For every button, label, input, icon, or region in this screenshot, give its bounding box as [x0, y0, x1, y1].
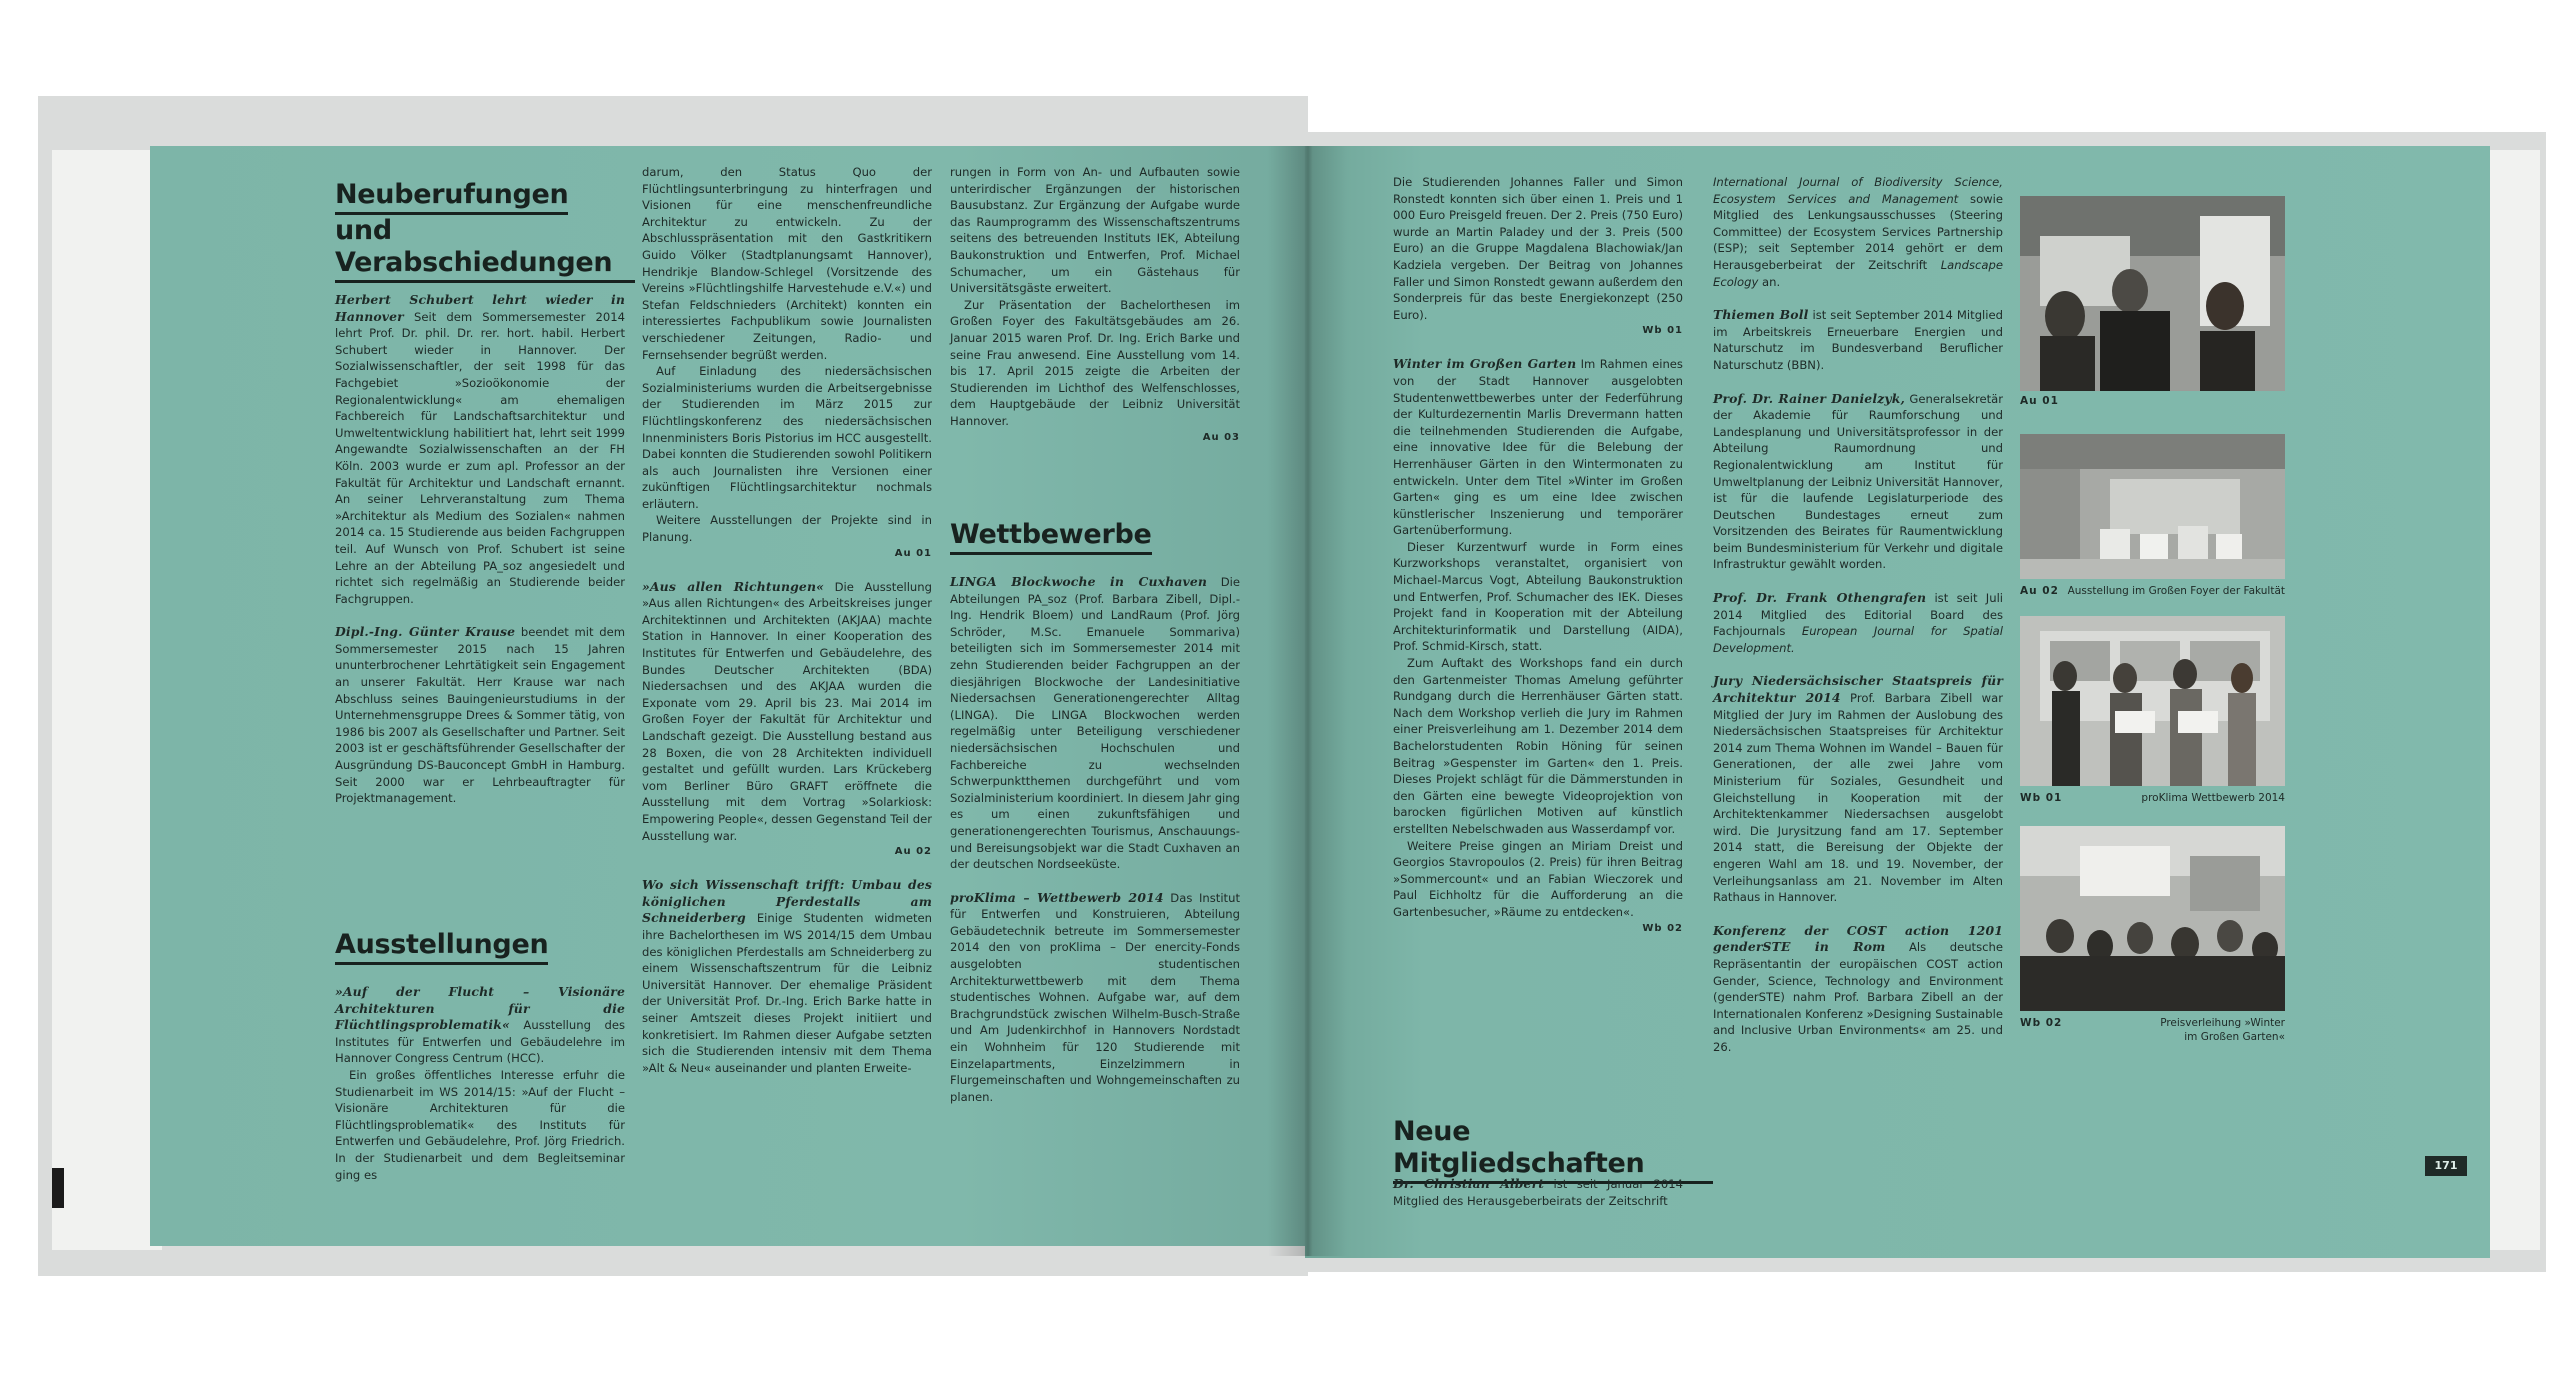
article-othengrafen-text: ist seit Juli 2014 Mitglied des Editorial Board des Fachjournals	[1713, 591, 2004, 639]
sig-au03: Au 03	[1202, 431, 1240, 443]
article-jury-text: Prof. Barbara Zibell war Mitglied der Jury im Rahmen der Auslobung des Niedersächsischen Staatspreises für Architektur 2014 zum Thema Wohnen im Wandel – Bauen für Generationen, der alle zwei Jahre vom Ministerium für Soziales, Gesundheit und Gleichstellung in Kooperation mit der Architektenkammer Niedersachsen ausgelobt wird. Die Jurysitzung fand am 17. September 2014 statt, die Bereisung der Objekte der engeren Wahl am 18. und 19. November, der Verleihungsanlass am 21. November im Alten Rathaus in Hannover.	[1713, 691, 2003, 905]
caption-wb02-code: Wb 02	[2020, 1017, 2063, 1029]
book-spine	[1268, 146, 1348, 1256]
article-winter-text: Im Rahmen eines von der Stadt Hannover ausgelobten Studentenwettbewerbes unter der Federführung der Kulturdezernentin Marlis Drevermann hatten die teilnehmenden Studierenden die Aufgabe, eine innovative Idee für die Belebung der Herrenhäuser Gärten in den Wintermonaten zu entwickeln. Unter dem Titel »Winter im Großen Garten« ging es um eine Idee zwischen künstlerischer Inszenierung und temporärer Gartenüberformung.	[1393, 357, 1683, 538]
page-stack-left	[52, 150, 162, 1250]
article-othengrafen	[1713, 590, 2003, 656]
article-boll	[1713, 307, 2003, 373]
heading-ausstellungen	[335, 926, 635, 965]
caption-au01	[2020, 394, 2285, 408]
photo-au02-image	[2020, 434, 2285, 579]
rcol1-p3: Zum Auftakt des Workshops fand ein durch den Gartenmeister Thomas Amelung geführter Rundgang durch die Herrenhäuser Gärten statt. Nach dem Workshop verlieh die Jury im Rahmen einer Preisverleihung am 1. Dezember 2014 dem Bachelorstudenten Robin Höning für seinen Beitrag »Gespenster im Garten« den 1. Preis. Dieses Projekt schlägt für die Dämmerstunden in den Gärten eine bewegte Videoprojektion von barocken figürlichen Motiven auf künstlich erstellten Nebelschwaden aus Wasserdampf vor.	[1393, 656, 1683, 836]
rcol2-p1-em: International Journal of Biodiversity Science, Ecosystem Services and Management	[1713, 175, 2003, 206]
photo-au01	[2020, 196, 2285, 391]
article-boll-lead: Thiemen Boll	[1713, 307, 1809, 323]
right-column-1	[1393, 174, 1683, 937]
caption-wb02-text: Preisverleihung »Winter im Großen Garten«	[2160, 1017, 2285, 1043]
sig-au01: Au 01	[894, 547, 932, 559]
caption-wb02	[2020, 1016, 2285, 1044]
col2-p3: Weitere Ausstellungen der Projekte sind in Planung.	[642, 513, 932, 545]
article-linga-text: Die Abteilungen PA_soz (Prof. Barbara Zibell, Dipl.-Ing. Hendrik Bloem) und LandRaum (Prof. Jörg Schröder, M.Sc. Emanuele Sommariva) beteiligten sich im Sommersemester 2014 mit zehn Studierenden beider Fachgruppen an der diesjährigen Blockwoche der Landesinitiative Niedersachsen Generationengerechter Alltag (LINGA). Die LINGA Blockwochen werden regelmäßig unter Beteiligung verschiedener niedersächsischen Hochschulen und Fachbereiche zu wechselnden Schwerpunktthemen durchgeführt und vom Sozialministerium koordiniert. In diesem Jahr ging es um einen zukunftsfähigen und generationengerechten Tourismus, Anschauungs- und Bereisungsobjekt war die Stadt Cuxhaven an der deutschen Nordseeküste.	[950, 575, 1240, 872]
col3-p2: Zur Präsentation der Bachelorthesen im Großen Foyer des Fakultätsgebäudes am 26. Januar 2015 waren Prof. Dr. Ing. Erich Barke und seine Frau anwesend. Eine Ausstellung vom 14. bis 17. April 2015 zeigte die Arbeiten der Studierenden im Lichthof des Welfenschlosses, dem Hauptgebäude der Leibniz Universität Hannover.	[950, 297, 1240, 428]
photo-wb01-image	[2020, 616, 2285, 786]
rcol1-p1: Die Studierenden Johannes Faller und Simon Ronstedt konnten sich über einen 1. Preis und 1 000 Euro Preisgeld freuen. Der 2. Preis (750 Euro) wurde an Martin Paladey und der 3. Preis (500 Euro) an die Gruppe Magdalena Blachowiak/Jan Kadziela vergeben. Der Beitrag von Johannes Faller und Simon Ronstedt gewann außerdem den Sonderpreis für das beste Energiekonzept (250 Euro).	[1393, 175, 1683, 322]
article-winter	[1393, 356, 1683, 539]
article-richtungen-lead: »Aus allen Richtungen«	[642, 578, 824, 594]
article-flucht-text: Ausstellung des Institutes für Entwerfen und Gebäudelehre im Hannover Congress Centrum (HCC).	[335, 1018, 625, 1066]
heading-neuberufungen	[335, 176, 635, 283]
article-wissenschaft-lead: Wo sich Wissenschaft trifft: Umbau des königlichen Pferdestalls am Schneiderberg	[642, 877, 932, 926]
left-page	[150, 146, 1305, 1246]
right-column-2	[1713, 174, 2003, 1056]
rcol2-p1	[1713, 174, 2003, 290]
right-page	[1305, 146, 2490, 1258]
article-proklima-lead: proKlima – Wettbewerb 2014	[950, 889, 1164, 905]
caption-au01-code: Au 01	[2020, 395, 2059, 407]
article-danielzyk-lead: Prof. Dr. Rainer Danielzyk,	[1713, 390, 1905, 406]
article-krause-lead: Dipl.-Ing. Günter Krause	[335, 624, 516, 640]
photo-wb01	[2020, 616, 2285, 786]
article-richtungen	[642, 579, 932, 845]
sig-wb01: Wb 01	[1642, 325, 1683, 337]
article-flucht	[335, 984, 625, 1067]
caption-au02	[2020, 584, 2285, 598]
left-column-1-lower	[335, 984, 625, 1183]
right-column-1-lower	[1393, 1176, 1683, 1209]
heading-wettbewerbe	[950, 516, 1250, 555]
article-linga	[950, 574, 1240, 873]
article-jury-lead: Jury Niedersächsischer Staatspreis für Architektur 2014	[1713, 673, 2003, 706]
article-schubert-text: Seit dem Sommersemester 2014 lehrt Prof. Dr. phil. Dr. rer. hort. habil. Herbert Schubert wieder in Hannover. Der Sozialwissenschaftler, der seit 1998 für das Fachgebiet »Sozioökonomie der Regionalentwicklung« am ehemaligen Fachbereich für Landschaftsarchitektur und Umweltentwicklung habilitiert hat, lehrt seit 1999 Angewandte Sozialwissenschaften an der FH Köln. 2003 wurde er zum apl. Professor an der Fakultät für Architektur und Landschaft ernannt. An seiner Lehrveranstaltung zum Thema »Architektur als Medium des Sozialen« nahmen 2014 ca. 15 Studierende aus beiden Fachgruppen teil. Auf Wunsch von Prof. Schubert ist seine Lehre an der Abteilung PA_soz angesiedelt und richtet sich regelmäßig an Studierende beider Fachgruppen.	[335, 309, 625, 606]
heading-mitgliedschaften-text: Neue Mitgliedschaften	[1393, 1116, 1713, 1184]
article-wissenschaft-text: Einige Studenten widmeten ihre Bachelorthesen im WS 2014/15 dem Umbau des königlichen Pferdestalls am Schneiderberg zu einem Wissenschaftszentrum für die Leibniz Universität Hannover. Der ehemalige Präsident der Universität Prof. Dr.-Ing. Erich Barke hatte in seiner Amtszeit dieses Projekt initiiert und konkretisiert. Im Rahmen dieser Aufgabe setzten sich die Studierenden intensiv mit dem Thema »Alt & Neu« auseinander und planten Erweite-	[642, 911, 932, 1075]
article-winter-lead: Winter im Großen Garten	[1393, 356, 1577, 372]
article-albert-text: ist seit Januar 2014 Mitglied des Herausgeberbeirats der Zeitschrift	[1393, 1177, 1683, 1208]
article-schubert	[335, 292, 625, 607]
heading-neuberufungen-line1: Neuberufungen	[335, 179, 568, 215]
left-column-3	[950, 164, 1240, 446]
photo-wb02	[2020, 826, 2285, 1011]
caption-au02-code: Au 02	[2020, 585, 2059, 597]
heading-mitgliedschaften	[1393, 1116, 1713, 1184]
caption-wb01-code: Wb 01	[2020, 792, 2063, 804]
article-proklima	[950, 890, 1240, 1106]
caption-wb01-text: proKlima Wettbewerb 2014	[2141, 792, 2285, 804]
left-column-2	[642, 164, 932, 1076]
article-cost-lead: Konferenz der COST action 1201 genderSTE in Rom	[1713, 922, 2003, 955]
heading-ausstellungen-text: Ausstellungen	[335, 929, 548, 965]
left-column-1	[335, 292, 625, 807]
photo-au02	[2020, 434, 2285, 579]
photo-wb02-image	[2020, 826, 2285, 1011]
caption-wb01	[2020, 791, 2285, 805]
article-flucht-p2: Ein großes öffentliches Interesse erfuhr die Studienarbeit im WS 2014/15: »Auf der Flucht – Visionäre Architekturen für die Flüchtlingsproblematik« des Instituts für Entwerfen und Gebäudelehre, Prof. Jörg Friedrich. In der Studienarbeit und dem Begleitseminar ging es	[335, 1067, 625, 1182]
article-cost	[1713, 923, 2003, 1056]
caption-au02-text: Ausstellung im Großen Foyer der Fakultät	[2067, 585, 2285, 597]
sig-au02: Au 02	[894, 846, 932, 858]
left-column-3-lower	[950, 574, 1240, 1105]
article-krause-text: beendet mit dem Sommersemester 2015 nach 15 Jahren ununterbrochener Lehrtätigkeit sein Engagement an unserer Fakultät. Herr Krause war nach Abschluss seines Bauingenieurstudiums in der Unternehmensgruppe Drees & Sommer tätig, von 1986 bis 2007 als Gesellschafter und Partner. Seit 2003 ist er geschäftsführender Gesellschafter der Ausgründung DS-Bauconcept GmbH in Hamburg. Seit 2000 war er Lehrbeauftragter für Projektmanagement.	[335, 625, 626, 806]
article-albert	[1393, 1176, 1683, 1209]
article-richtungen-text: Die Ausstellung »Aus allen Richtungen« des Arbeitskreises junger Architektinnen und Architekten (AKJAA) machte Station in Hannover. In einer Kooperation des Institutes für Entwerfen und Gebäudelehre, des Bundes Deutscher Architekten (BDA) Niedersachsen und des AKJAA wurden die Exponate vom 29. April bis 23. Mai 2014 im Großen Foyer der Fakultät für Architektur und Landschaft gezeigt. Die Ausstellung bestand aus 28 Boxen, die von 28 Architekten individuell gestaltet und gefüllt wurden. Lars Krückeberg vom Berliner Büro GRAFT eröffnete die Ausstellung mit dem Vortrag »Solarkiosk: Empowering People«, dessen Gegenstand Teil der Ausstellung war.	[642, 579, 932, 843]
page-number: 171	[2425, 1156, 2467, 1176]
article-jury	[1713, 673, 2003, 905]
sig-wb02: Wb 02	[1642, 922, 1683, 934]
rcol2-p1-text: sowie Mitglied des Lenkungsausschusses (Steering Committee) der Ecosystem Services Partnership (ESP); seit September 2014 gehört er dem Herausgeberbeirat der Zeitschrift	[1713, 191, 2003, 272]
article-boll-text: ist seit September 2014 Mitglied im Arbeitskreis Erneuerbare Energien und Naturschutz im Bundesverband Beruflicher Naturschutz (BBN).	[1713, 308, 2003, 372]
article-schubert-lead: Herbert Schubert lehrt wieder in Hannover	[335, 292, 625, 324]
article-albert-lead: Dr. Christian Albert	[1393, 1176, 1545, 1191]
article-flucht-lead: »Auf der Flucht – Visionäre Architekturen für die Flüchtlingsproblematik«	[335, 984, 625, 1033]
article-danielzyk	[1713, 391, 2003, 574]
article-cost-text: Als deutsche Repräsentantin der europäischen COST action Gender, Science, Technology and Environment (genderSTE) nahm Prof. Barbara Zibell an der Internationalen Konferenz »Designing Sustainable and Inclusive Urban Environments« am 25. und 26.	[1713, 940, 2003, 1054]
article-linga-lead: LINGA Blockwoche in Cuxhaven	[950, 574, 1208, 589]
rcol1-p2: Dieser Kurzentwurf wurde in Form eines Kurzworkshops veranstaltet, organisiert von Michael-Marcus Vogt, Abteilung Baukonstruktion und Entwerfen, Prof. Schumacher des IEK. Dieses Projekt fand in Kooperation mit der Abteilung Architekturinformatik und Darstellung (AIDA), Prof. Schmid-Kirsch, statt.	[1393, 539, 1683, 654]
article-krause	[335, 624, 625, 807]
rcol2-p1-em2: Landscape Ecology	[1713, 257, 2003, 289]
rcol2-p1-end: an.	[1758, 274, 1781, 289]
col2-p1: darum, den Status Quo der Flüchtlingsunterbringung zu hinterfragen und Visionen für eine menschenfreundliche Architektur zu entwickeln. Zu der Abschlusspräsentation mit den Gastkritikern Guido Völker (Stadtplanungsamt Hannover), Hendrikje Blandow-Schlegel (Vorsitzende des Vereins »Flüchtlingshilfe Harvestehude e.V.«) und Stefan Feldschnieders (Architekt) konnten ein interessiertes Fachpublikum sowie Journalisten verschiedener Zeitungen, Radio- und Fernsehsender begrüßt werden.	[642, 165, 932, 362]
article-danielzyk-text: Generalsekretär der Akademie für Raumforschung und Landesplanung und Universitätsprofessor in der Abteilung Raumordnung und Regionalentwicklung am Institut für Umweltplanung der Leibniz Universität Hannover, ist für die laufende Legislaturperiode des Deutschen Bundestages erneut zum Vorsitzenden des Beirates für Raumentwicklung beim Bundesministerium für Verkehr und digitale Infrastruktur gewählt worden.	[1713, 391, 2004, 572]
article-othengrafen-lead: Prof. Dr. Frank Othengrafen	[1713, 590, 1927, 606]
article-othengrafen-em: European Journal for Spatial Development.	[1713, 624, 2003, 655]
article-wissenschaft	[642, 877, 932, 1076]
photo-au01-image	[2020, 196, 2285, 391]
col2-p2: Auf Einladung des niedersächsischen Sozialministeriums wurden die Arbeitsergebnisse der Studierenden im März 2015 zur Flüchtlingskonferenz des niedersächsischen Innenministers Boris Pistorius im HCC ausgestellt. Dabei konnten die Studierenden sowohl Politikern als auch Journalisten ihre Versionen einer zukünftigen Flüchtlingsarchitektur nochmals erläutern.	[642, 364, 932, 511]
article-proklima-text: Das Institut für Entwerfen und Konstruieren, Abteilung Gebäudetechnik betreute im Sommersemester 2014 den von proKlima – Der enercity-Fonds ausgelobten studentischen Architekturwettbewerb mit dem Thema studentisches Wohnen. Aufgabe war, auf dem Brachgrundstück zwischen Wilhelm-Busch-Straße und Am Judenkirchhof in Hannovers Nordstadt ein Wohnheim für 120 Studierende mit Einzelapartments, Einzelzimmern in Flurgemeinschaften und Wohngemeinschaften zu planen.	[950, 890, 1240, 1104]
heading-wettbewerbe-text: Wettbewerbe	[950, 519, 1152, 555]
col3-p1: rungen in Form von An- und Aufbauten sowie unterirdischer Ergänzungen der historischen Bausubstanz. Zur Ergänzung der Aufgabe wurde das Raumprogramm des Wissenschaftszentrums seitens des betreuenden Instituts IEK, Abteilung Baukonstruktion und Entwerfen, Prof. Michael Schumacher, um ein Gästehaus für Universitätsgäste erweitert.	[950, 165, 1240, 296]
heading-neuberufungen-line2: und Verabschiedungen	[335, 215, 635, 283]
rcol1-p4: Weitere Preise gingen an Miriam Dreist und Georgios Stavropoulos (2. Preis) für ihren Beitrag »Sommercount« und an Fabian Wieczorek und Paul Eichholtz für die Aufforderung an die Gartenbesucher, »Räume zu entdecken«.	[1393, 838, 1683, 919]
page-tab-marker	[52, 1168, 64, 1208]
